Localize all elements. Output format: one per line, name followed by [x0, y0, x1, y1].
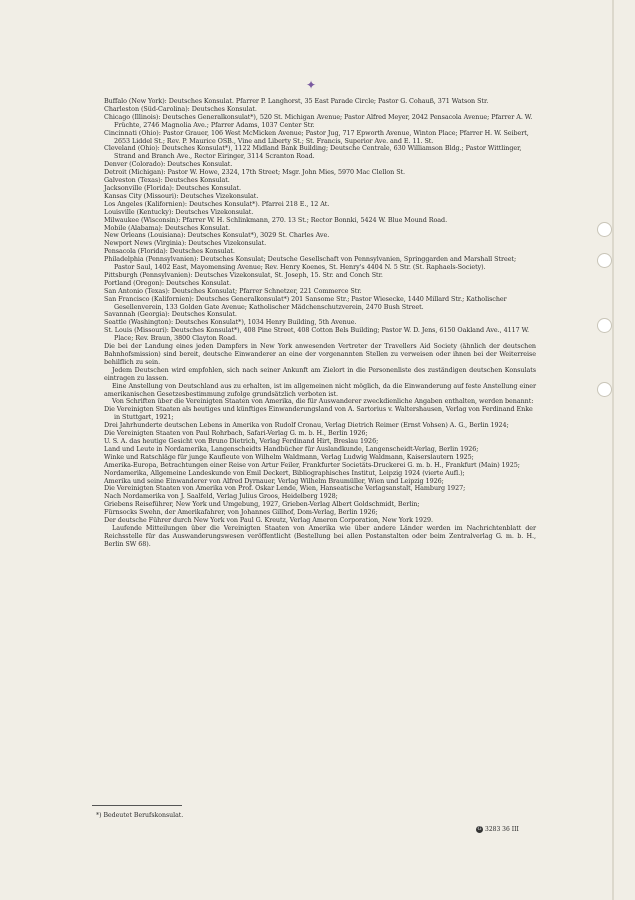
- consulate-entry: Mobile (Alabama): Deutsches Konsulat.: [104, 223, 231, 232]
- consulate-entry: Chicago (Illinois): Deutsches Generalkonsulat*), 520 St. Michigan Avenue; Pastor Alfred Meyer, 2042 Pensacola Avenue; Pfarrer A. W. Früchte, 2746 Magnolia Ave.; Pfarrer Adams, 1037 Center Str.: [104, 112, 533, 129]
- footnote: *) Bedeutet Berufskonsulat.: [96, 812, 184, 819]
- ink-mark: ✦: [306, 78, 317, 92]
- consulate-entry: Jacksonville (Florida): Deutsches Konsulat.: [104, 183, 242, 192]
- footnote-rule: [92, 805, 182, 806]
- book-entry: Die Vereinigten Staaten als heutiges und künftiges Einwanderungsland von A. Sartorius v. Waltershausen, Verlag von Ferdinand Enke in Stuttgart, 1921;: [104, 405, 533, 422]
- punch-hole: [597, 382, 612, 397]
- closing-paragraph: Laufende Mitteilungen über die Vereinigten Staaten von Amerika wie über andere Länder werden im Nachrichtenblatt der Reichsstelle für das Auswanderungswesen veröffentlicht (Bestellung bei allen Postanstalten oder beim Zentralverlag G. m. b. H., Berlin SW 68).: [104, 523, 536, 548]
- punch-hole: [597, 318, 612, 333]
- book-entry: Der deutsche Führer durch New York von Paul G. Kreutz, Verlag Ameron Corporation, New York 1929.: [104, 516, 433, 525]
- punch-hole: [597, 222, 612, 237]
- consulate-entry: Cleveland (Ohio): Deutsches Konsulat*), 1122 Midland Bank Building; Deutsche Centrale, 630 Williamson Bldg.; Pastor Wittlinger, Strand and Branch Ave., Rector Eiringer, 3114 Scranton Road.: [104, 144, 522, 161]
- consulate-entry: Newport News (Virginia): Deutsches Vizekonsulat.: [104, 239, 267, 248]
- punch-holes: [597, 0, 617, 900]
- book-entry: Die Vereinigten Staaten von Paul Rohrbach, Safari-Verlag G. m. b. H., Berlin 1926;: [104, 429, 368, 438]
- consulate-entry: Los Angeles (Kalifornien): Deutsches Konsulat*). Pfarrei 218 E., 12 At.: [104, 199, 330, 208]
- consulate-entry: Portland (Oregon): Deutsches Konsulat.: [104, 278, 232, 287]
- print-code: [476, 826, 519, 833]
- consulate-entry: Philadelphia (Pennsylvanien): Deutsches Konsulat; Deutsche Gesellschaft von Pennsylvanien, Springgarden and Marshall Street; Pastor Saul, 1402 East, Mayomensing Avenue; Rev. Henry Koenes, St. Henry's 4404 N. 5 Str. (St. Raphaels-Society).: [104, 255, 517, 272]
- consulate-entry: Milwaukee (Wisconsin): Pfarrer W. H. Schlinkmann, 270. 13 St.; Rector Bonnki, 5424 W. Blue Mound Road.: [104, 215, 448, 224]
- book-entry: Die Vereinigten Staaten von Amerika von Prof. Oskar Lende, Wien, Hanseatische Verlagsanstalt, Hamburg 1927;: [104, 484, 466, 493]
- consulate-entry: San Antonio (Texas): Deutsches Konsulat; Pfarrer Schnetzer, 221 Commerce Str.: [104, 286, 362, 295]
- consulate-entry: Detroit (Michigan): Pastor W. Howe, 2324, 17th Street; Msgr. John Mies, 5970 Mac Clellon St.: [104, 168, 406, 177]
- consulate-entry: Denver (Colorado): Deutsches Konsulat.: [104, 160, 233, 169]
- consulate-entry: Buffalo (New York): Deutsches Konsulat. Pfarrer P. Langhorst, 35 East Parade Circle; Pastor G. Cohauß, 371 Watson Str.: [104, 97, 489, 105]
- paragraph: Die bei der Landung eines jeden Dampfers in New York anwesenden Vertreter der Travellers Aid Society (ähnlich der deutschen Bahnhofsmission) sind bereit, deutsche Einwanderer an eine der vorgenannten Stellen zu verweisen oder ihnen bei der Weiterreise behilflich zu sein.: [104, 342, 536, 366]
- consulate-entry: Charleston (Süd-Carolina): Deutsches Konsulat.: [104, 104, 257, 113]
- book-entry: Drei Jahrhunderte deutschen Lebens in Amerika von Rudolf Cronau, Verlag Dietrich Reimer (Ernst Vohsen) A. G., Berlin 1924;: [104, 421, 509, 430]
- document-body: [104, 98, 536, 549]
- consulate-entry: St. Louis (Missouri): Deutsches Konsulat*), 408 Pine Street, 408 Cotton Bels Building; Pastor W. D. Jens, 6150 Oakland Ave., 4117 W. Place; Rev. Braun, 3800 Clayton Road.: [104, 326, 530, 343]
- books-intro: Von Schriften über die Vereinigten Staaten von Amerika, die für Auswanderer zweckdienliche Angaben enthalten, werden benannt:: [112, 397, 534, 406]
- consulate-entry: Seattle (Washington): Deutsches Konsulat*), 1034 Henry Building, 5th Avenue.: [104, 318, 357, 327]
- consulate-entry: San Francisco (Kalifornien): Deutsches Generalkonsulat*) 201 Sansome Str.; Pastor Wiesecke, 1440 Millard Str.; Katholischer Gesellenverein, 133 Golden Gate Avenue; Katholischer Mädchenschutzverein, 2470 Bush Street.: [104, 294, 507, 311]
- book-entry: Nach Nordamerika von J. Saalfeld, Verlag Julius Groos, Heidelberg 1928;: [104, 492, 338, 501]
- book-entry: Amerika-Europa, Betrachtungen einer Reise von Artur Feiler, Frankfurter Societäts-Druckerei G. m. b. H., Frankfurt (Main) 1925;: [104, 460, 520, 469]
- consulate-entry: Pensacola (Florida): Deutsches Konsulat.: [104, 247, 235, 256]
- book-entry: Griebens Reiseführer, New York und Umgebung, 1927, Grieben-Verlag Albert Goldschmidt, Berlin;: [104, 500, 420, 509]
- punch-hole: [597, 253, 612, 268]
- print-code-text: 3283 36 III: [485, 826, 519, 833]
- book-entry: U. S. A. das heutige Gesicht von Bruno Dietrich, Verlag Ferdinand Hirt, Breslau 1926;: [104, 436, 379, 445]
- book-entry: Amerika und seine Einwanderer von Alfred Dyrnauer, Verlag Wilhelm Braumüller, Wien und Leipzig 1926;: [104, 476, 444, 485]
- consulate-entry: Galveston (Texas): Deutsches Konsulat.: [104, 176, 230, 185]
- book-entry: Land und Leute in Nordamerika, Langenscheidts Handbücher für Auslandkunde, Langenscheidt-Verlag, Berlin 1926;: [104, 444, 479, 453]
- book-entry: Nordamerika, Allgemeine Landeskunde von Emil Deckert, Bibliographisches Institut, Leipzig 1924 (vierte Aufl.);: [104, 468, 465, 477]
- book-entry: Winke und Ratschläge für junge Kaufleute von Wilhelm Waldmann, Verlag Ludwig Waldmann, Kaiserslautern 1925;: [104, 452, 474, 461]
- book-list: [104, 406, 536, 525]
- consulate-entry: Savannah (Georgia): Deutsches Konsulat.: [104, 310, 237, 319]
- consulate-list: [104, 98, 536, 343]
- consulate-entry: New Orleans (Louisiana): Deutsches Konsulat*), 3029 St. Charles Ave.: [104, 231, 330, 240]
- consulate-entry: Pittsburgh (Pennsylvanien): Deutsches Vizekonsulat, St. Joseph, 15. Str. and Conch Str.: [104, 270, 383, 279]
- paragraph: Jedem Deutschen wird empfohlen, sich nach seiner Ankunft am Zielort in die Personenliste des zuständigen deutschen Konsulats eintragen zu lassen.: [104, 365, 536, 382]
- consulate-entry: Cincinnati (Ohio): Pastor Grauer, 106 West McMicken Avenue; Pastor Jug, 717 Epworth Avenue, Winton Place; Pfarrer H. W. Seibert, 2653 Liddel St.; Rev. P. Maurice OSB., Vine and Liberty St.; St. Francis, Superior Ave. and E. 11. St.: [104, 128, 529, 145]
- consulate-entry: Kansas City (Missouri): Deutsches Vizekonsulat.: [104, 191, 259, 200]
- paragraph: Eine Anstellung von Deutschland aus zu erhalten, ist im allgemeinen nicht möglich, da die Einwanderung auf feste Anstellung einer amerikanischen Gesetzesbestimmung zufolge grundsätzlich verboten ist.: [104, 381, 536, 398]
- copyright-icon: G: [477, 826, 482, 832]
- book-entry: Fürnsocks Swehn, der Amerikafahrer, von Johannes Gillhof, Dom-Verlag, Berlin 1926;: [104, 508, 378, 517]
- consulate-entry: Louisville (Kentucky): Deutsches Vizekonsulat.: [104, 207, 254, 216]
